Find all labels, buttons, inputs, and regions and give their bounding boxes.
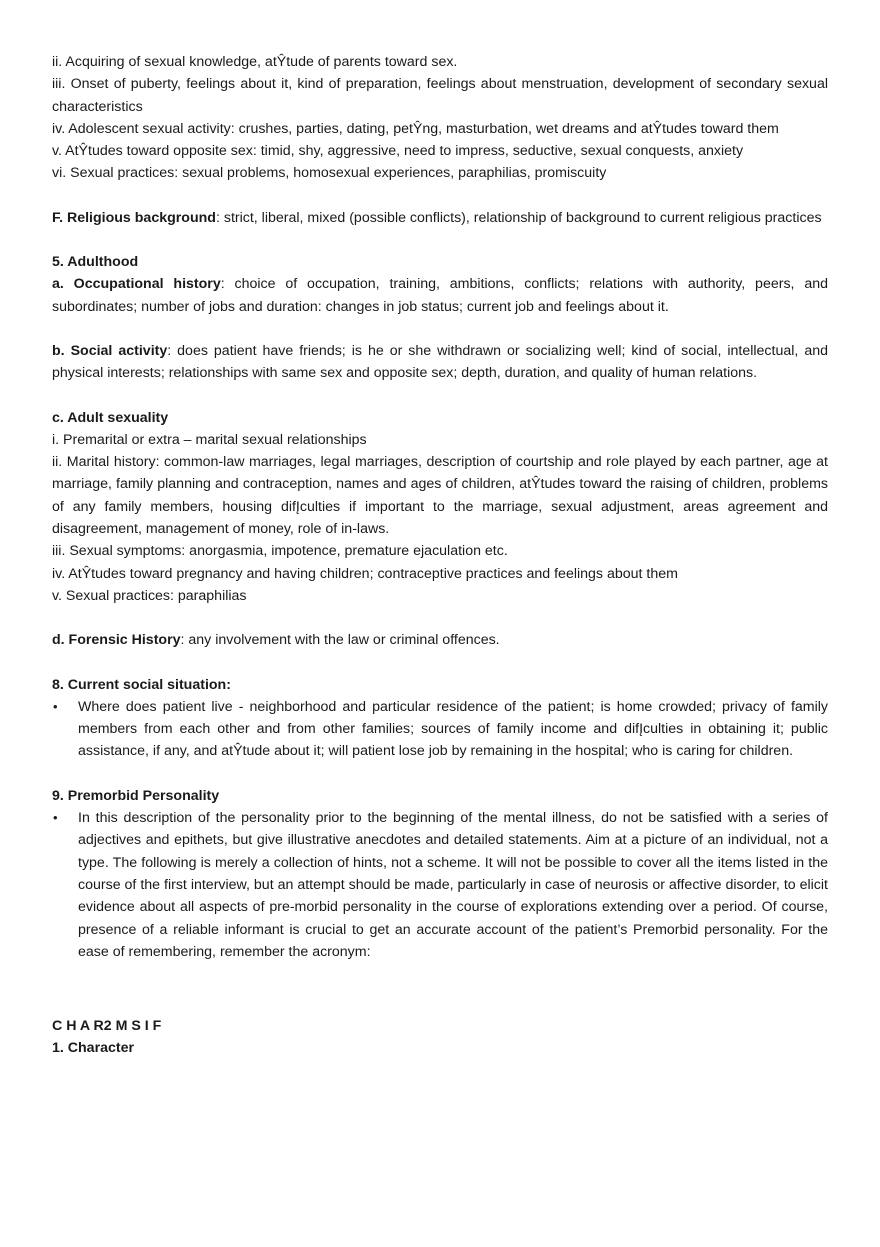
- acronym-heading: C H A R2 M S I F: [52, 1018, 162, 1035]
- adult-sexuality-item: v. Sexual practices: paraphilias: [52, 587, 247, 604]
- sexual-history-item: vi. Sexual practices: sexual problems, homosexual experiences, paraphilias, promiscuity: [52, 165, 607, 182]
- religious-background-paragraph: [52, 207, 828, 229]
- premorbid-personality-heading: 9. Premorbid Personality: [52, 787, 220, 804]
- list-item: [52, 696, 828, 763]
- spacer: [52, 229, 828, 251]
- premorbid-personality-text: In this description of the personality prior to the beginning of the mental illness, do not be satisfied with a series of adjectives and epithets, but give illustrative anecdotes and detailed statements. Aim at a picture of an individual, not a type. The following is merely a collection of hints, not a scheme. It will not be possible to cover all the items listed in the course of the first interview, but an attempt should be made, particularly in case of neurosis or affective disorder, to elicit evidence about all aspects of pre-morbid personality in the course of explorations extending over a period. Of course, presence of a reliable informant is crucial to get an accurate account of the patient’s Premorbid personality. For the ease of remembering, remember the acronym:: [78, 810, 828, 960]
- list-item: [52, 807, 828, 963]
- adult-sexuality-item: iii. Sexual symptoms: anorgasmia, impotence, premature ejaculation etc.: [52, 543, 508, 560]
- spacer: [52, 1007, 828, 1015]
- sexual-history-item: v. AtŶtudes toward opposite sex: timid, shy, aggressive, need to impress, seductive, sexual conquests, anxiety: [52, 143, 744, 160]
- adult-sexuality-heading: c. Adult sexuality: [52, 409, 169, 426]
- sexual-history-item: iii. Onset of puberty, feelings about it, kind of preparation, feelings about menstruation, development of secondary sexual characteristics: [52, 76, 828, 115]
- spacer: [52, 763, 828, 785]
- premorbid-personality-list: [52, 807, 828, 963]
- bullet-icon: •: [53, 698, 58, 714]
- religious-background-heading: F. Religious background: [52, 209, 216, 226]
- spacer: [52, 652, 828, 674]
- social-situation-heading: 8. Current social situation:: [52, 676, 231, 693]
- adult-sexuality-item: ii. Marital history: common-law marriages, legal marriages, description of courtship and role played by each partner, age at marriage, family planning and contraception, names and ages of children, atŶtudes toward the raising of children, problems of any family members, housing difĮculties if important to the marriage, sexual adjustment, areas agreement and disagreement, management of money, role of in-laws.: [52, 454, 828, 538]
- social-situation-list: [52, 696, 828, 763]
- spacer: [52, 185, 828, 207]
- occupational-history-text: : choice of occupation, training, ambitions, conflicts; relations with authority, peers, and subordinates; number of jobs and duration: changes in job status; current job and feelings about it.: [52, 276, 829, 315]
- spacer: [52, 385, 828, 407]
- sexual-history-item: ii. Acquiring of sexual knowledge, atŶtude of parents toward sex.: [52, 54, 458, 70]
- bullet-icon: •: [53, 810, 58, 826]
- adult-sexuality-item: iv. AtŶtudes toward pregnancy and having children; contraceptive practices and feelings about them: [52, 565, 678, 582]
- occupational-history-paragraph: [52, 273, 828, 318]
- spacer: [52, 963, 828, 1007]
- occupational-history-heading: a. Occupational history: [52, 276, 221, 293]
- forensic-history-paragraph: [52, 629, 828, 651]
- social-activity-text: : does patient have friends; is he or she withdrawn or socializing well; kind of social, intellectual, and physical interests; relationships with same sex and opposite sex; depth, duration, and quality of human relations.: [52, 342, 828, 382]
- forensic-history-text: : any involvement with the law or criminal offences.: [180, 632, 500, 649]
- spacer: [52, 607, 828, 629]
- spacer: [52, 318, 828, 340]
- social-activity-heading: b. Social activity: [52, 342, 168, 359]
- social-activity-paragraph: [52, 340, 828, 385]
- social-situation-text: Where does patient live - neighborhood and particular residence of the patient; is home crowded; privacy of family members from each other and from other families; sources of family income and difĮculties in obtaining it; public assistance, if any, and atŶtude about it; will patient lose job by remaining in the hospital; who is caring for children.: [78, 698, 828, 760]
- document-body: [52, 51, 828, 1060]
- forensic-history-heading: d. Forensic History: [52, 632, 181, 649]
- adulthood-heading: 5. Adulthood: [52, 254, 139, 271]
- sexual-history-item: iv. Adolescent sexual activity: crushes, parties, dating, petŶng, masturbation, wet dreams and atŶtudes toward them: [52, 120, 779, 137]
- adult-sexuality-item: i. Premarital or extra – marital sexual relationships: [52, 431, 367, 448]
- religious-background-text: : strict, liberal, mixed (possible conflicts), relationship of background to current religious practices: [215, 209, 822, 226]
- character-heading: 1. Character: [52, 1040, 135, 1057]
